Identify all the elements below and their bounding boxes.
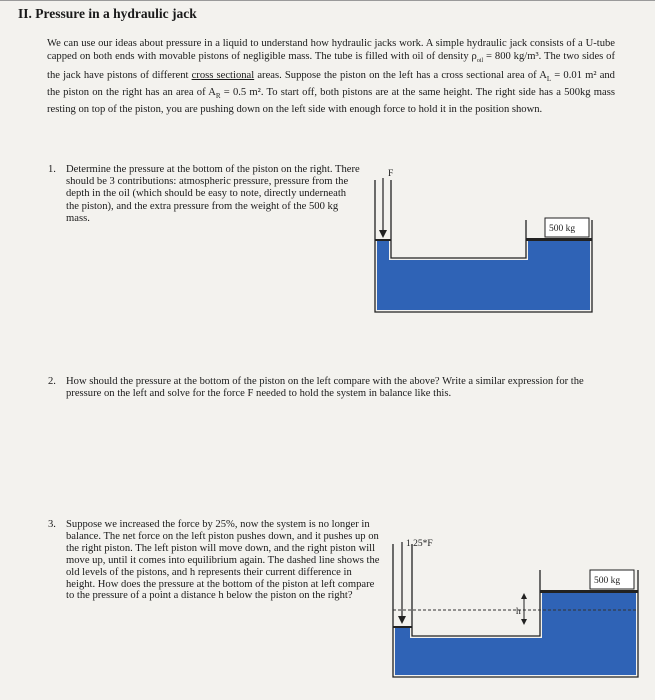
right-piston <box>526 238 592 241</box>
mass-label: 500 kg <box>549 224 576 234</box>
force-label: F <box>388 169 394 179</box>
height-label: h <box>516 607 521 617</box>
question-number: 1. <box>48 164 56 175</box>
figure-2-hydraulic-jack <box>390 530 640 680</box>
question-text: How should the pressure at the bottom of the piston on the left compare with the above? Write a similar expression for the pressure on the left and solve for the force F needed to hold the system in balance like this. <box>66 376 584 400</box>
left-piston <box>393 626 412 628</box>
al-subscript: L <box>546 74 552 83</box>
question-text: Determine the pressure at the bottom of the piston on the right. There should be 3 contributions: atmospheric pressure, pressure from the depth in the oil (which should be easy to note, directly underneath the piston), and the extra pressure from the weight of the 500 kg mass. <box>66 164 360 224</box>
figure-1-hydraulic-jack <box>360 160 630 320</box>
rho-subscript: oil <box>476 58 484 65</box>
section-title: II. Pressure in a hydraulic jack <box>18 6 197 21</box>
question-2 <box>48 376 618 400</box>
intro-text-1: We can use our ideas about pressure in a liquid to understand how hydraulic jacks work. A simple hydraulic jack consists of a U-tube capped on both ends with movable pistons of negligible mass. The tube is filled with oil of density ρ <box>47 38 615 63</box>
force-label: 1.25*F <box>406 539 433 549</box>
top-rule <box>0 0 655 1</box>
left-piston <box>375 239 391 241</box>
question-number: 3. <box>48 519 56 530</box>
question-number: 2. <box>48 376 56 387</box>
question-text: Suppose we increased the force by 25%, now the system is no longer in balance. The net force on the left piston pushes down, and it pushes up on the right piston. The left piston will move down, and the right piston will move up, until it comes into equilibrium again. The dashed line shows the old levels of the pistons, and h represents their current difference in height. How does the pressure at the bottom of the piston at left compare to the pressure of a point a distance h below the piston on the right? <box>66 519 380 602</box>
height-arrow-head-down <box>521 619 527 625</box>
oil-fill <box>377 240 590 310</box>
question-1 <box>48 164 360 225</box>
height-arrow-head-up <box>521 593 527 599</box>
intro-text-4: = 0.01 m² and the piston on the right has an area of A <box>47 69 615 98</box>
ar-subscript: R <box>215 91 221 100</box>
intro-text-5: = 0.5 m². To start off, both pistons are at the same height. The right side has a 500kg mass resting on top of the piston, you are pushing down on the left side with enough force to hold it in the position shown. <box>47 86 615 116</box>
intro-paragraph <box>47 37 615 116</box>
intro-text-2: = 800 kg/m³. The two sides of the jack have pistons of different <box>47 51 616 81</box>
right-piston <box>540 590 638 593</box>
mass-label: 500 kg <box>594 576 621 586</box>
question-3 <box>48 519 380 602</box>
force-arrow-head <box>398 616 406 624</box>
intro-text-3: areas. Suppose the piston on the left has a cross sectional area of A <box>254 69 547 81</box>
intro-underlined: cross sectional <box>191 69 255 81</box>
oil-fill <box>395 592 636 675</box>
force-arrow-head <box>379 230 387 238</box>
